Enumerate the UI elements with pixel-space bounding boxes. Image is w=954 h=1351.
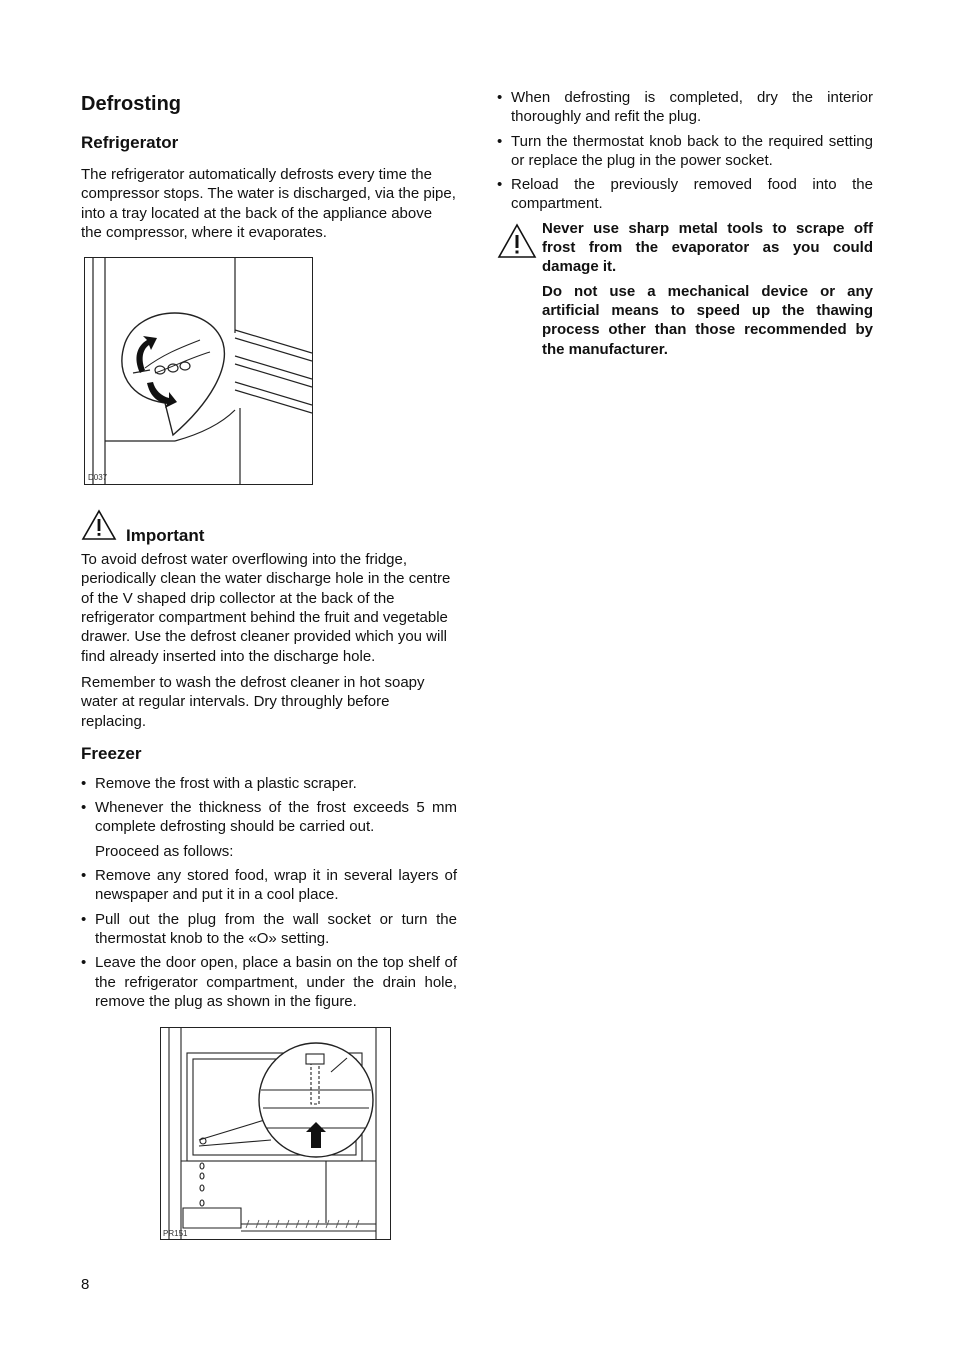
important-header <box>81 509 457 546</box>
list-item: • Reload the previously removed food into the compartment. <box>497 176 873 213</box>
list-item: • Pull out the plug from the wall socket or turn the thermostat knob to the «O» setting. <box>81 910 457 947</box>
figure-code: D037 <box>88 473 108 483</box>
refrigerator-defrost-figure <box>84 257 313 485</box>
list-item: • Whenever the thickness of the frost exceeds 5 mm complete defrosting should be carried out. <box>81 799 457 836</box>
important-paragraph-2: Remember to wash the defrost cleaner in hot soapy water at regular intervals. Dry throughly before replacing. <box>81 673 425 730</box>
important-paragraph-1: To avoid defrost water overflowing into the fridge, periodically clean the water discharge hole in the centre of the V shaped drip collector at the back of the refrigerator compartment behind the fruit and vegetable drawer. Use the defrost cleaner provided which you will find already inserted into the discharge hole. <box>81 551 451 665</box>
freezer-list-a <box>81 774 457 837</box>
warning-text <box>542 219 873 364</box>
proceed-note: Prooceed as follows: <box>95 842 234 860</box>
right-column <box>497 88 873 364</box>
warning-triangle-icon <box>497 219 542 364</box>
freezer-list-b <box>81 866 457 1011</box>
list-item: • Turn the thermostat knob back to the required setting or replace the plug in the power socket. <box>497 132 873 169</box>
list-item: • Leave the door open, place a basin on the top shelf of the refrigerator compartment, under the drain hole, remove the plug as shown in the figure. <box>81 954 457 1010</box>
refrigerator-heading: Refrigerator <box>81 133 179 152</box>
page-number: 8 <box>81 1276 90 1293</box>
freezer-illustration <box>161 1028 390 1239</box>
freezer-heading: Freezer <box>81 743 142 763</box>
figure-code: PR151 <box>163 1229 188 1239</box>
refrigerator-illustration <box>85 258 312 484</box>
page-title: Defrosting <box>81 93 181 115</box>
list-item: • Remove any stored food, wrap it in several layers of newspaper and put it in a cool place. <box>81 867 457 904</box>
left-column <box>81 90 457 1240</box>
refrigerator-text: The refrigerator automatically defrosts every time the compressor stops. The water is discharged, via the pipe, into a tray located at the back of the appliance above the compressor, where it evaporates. <box>81 166 456 241</box>
important-heading: Important <box>126 526 205 546</box>
warning-triangle-icon <box>81 509 117 546</box>
warning-line-1: Never use sharp metal tools to scrape off frost from the evaporator as you could damage it. <box>542 219 873 276</box>
after-defrost-list <box>497 88 873 214</box>
list-item: • When defrosting is completed, dry the interior thoroughly and refit the plug. <box>497 89 873 126</box>
warning-line-2: Do not use a mechanical device or any artificial means to speed up the thawing process other than those recommended by the manufacturer. <box>542 282 873 358</box>
freezer-drain-figure <box>160 1027 391 1240</box>
list-item: • Remove the frost with a plastic scraper. <box>81 774 357 792</box>
warning-block <box>497 219 873 364</box>
